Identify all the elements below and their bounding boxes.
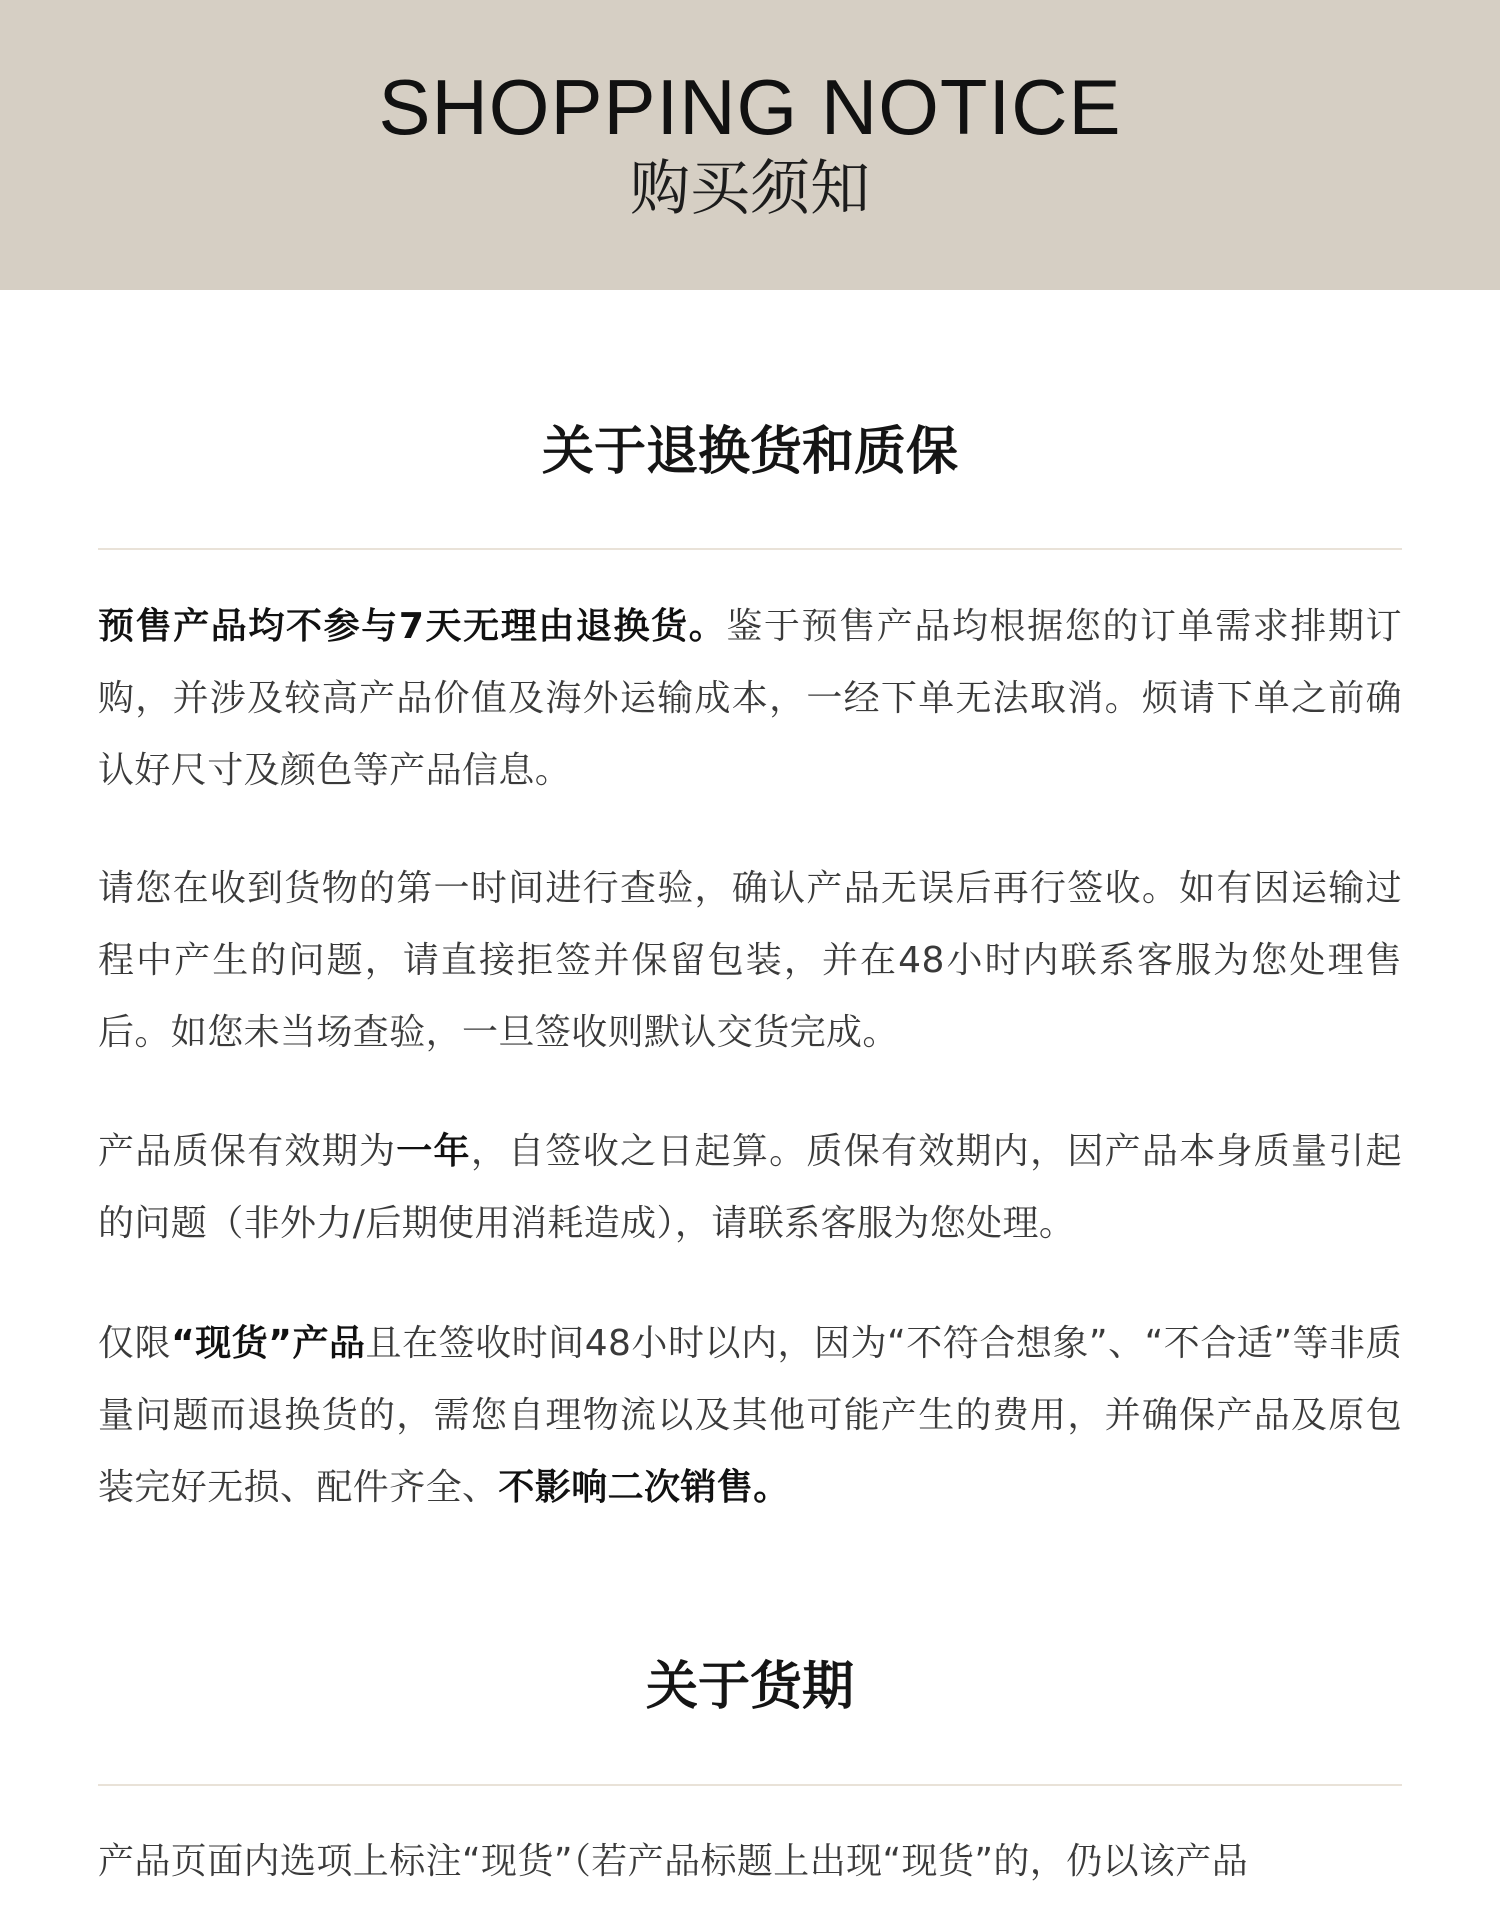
emphasis-text: 不影响二次销售。 [498,1467,790,1508]
body-text: 请您在收到货物的第一时间进行查验，确认产品无误后再行签收。如有因运输过程中产生的问题，请直接拒签并保留包装，并在48小时内联系客服为您处理售后。如您未当场查验，一旦签收则默认交货完成。 [98,868,1402,1053]
body-text: 产品页面内选项上标注“现货”（若产品标题上出现“现货”的，仍以该产品 [98,1841,1249,1882]
body-text: 鉴于预售产品均根据您的订单需求排期订购，并涉及较高产品价值及海外运输成本，一经下单无法取消。烦请下单之前确认好尺寸及颜色等产品信息。 [98,606,1402,791]
body-text: ，自签收之日起算。质保有效期内，因产品本身质量引起的问题（非外力/后期使用消耗造成），请联系客服为您处理。 [98,1131,1402,1244]
body-text: 产品质保有效期为 [98,1131,397,1172]
paragraph-presale [98,591,1402,807]
emphasis-text: 一年 [396,1131,471,1172]
emphasis-text: “现货”产品 [171,1323,366,1364]
page-title-en: SHOPPING NOTICE [378,63,1122,151]
emphasis-text: 预售产品均不参与7天无理由退换货。 [98,606,727,647]
paragraph-instock-returns [98,1308,1402,1524]
body-text: 仅限 [98,1323,172,1364]
section-divider [98,1784,1402,1786]
section-title-returns: 关于退换货和质保 [541,422,958,482]
section-divider [98,548,1402,550]
paragraph-warranty [98,1116,1402,1260]
paragraph-delivery [98,1826,1402,1898]
section-title-delivery: 关于货期 [645,1657,854,1717]
page-title-cn: 购买须知 [630,154,870,224]
body-text: 且在签收时间48小时以内，因为“不符合想象”、“不合适”等非质量问题而退换货的，需您自理物流以及其他可能产生的费用，并确保产品及原包装完好无损、配件齐全、 [98,1323,1402,1508]
header-banner [0,0,1500,290]
paragraph-inspection [98,853,1402,1069]
